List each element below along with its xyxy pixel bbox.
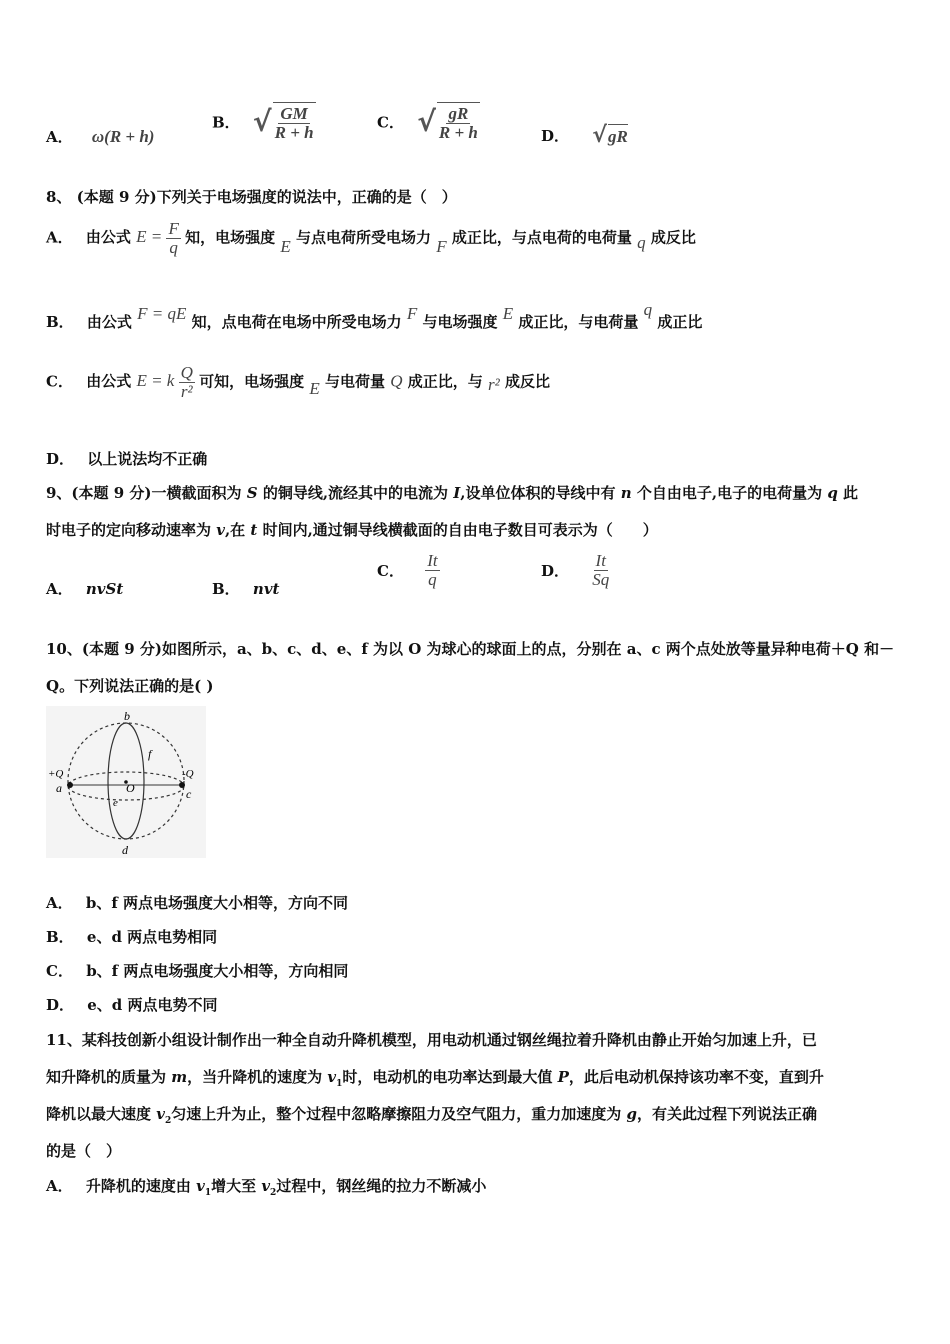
symbol-q: q — [827, 484, 838, 502]
option-value: nvSt — [85, 580, 124, 598]
option-label: D． — [46, 450, 75, 468]
label-b: b — [124, 709, 130, 723]
symbol-v: v — [196, 1177, 205, 1195]
option-text: 由公式 — [86, 372, 132, 391]
option-text: 成反比 — [504, 372, 550, 391]
symbol-m: m — [171, 1068, 188, 1086]
fraction-denominator: R + h — [438, 122, 478, 142]
symbol-e: E — [502, 304, 514, 323]
option-text: b、f 两点电场强度大小相等，方向不同 — [85, 894, 349, 912]
option-text: 过程中，钢丝绳的拉力不断减小 — [276, 1177, 487, 1195]
fraction-numerator: gR — [448, 104, 469, 123]
stem-text: 个自由电子,电子的电荷量为 — [631, 484, 828, 502]
q11-stem-line4: 的是（ ） — [46, 1142, 122, 1160]
option-text: 由公式 — [85, 228, 131, 247]
sqrt-icon: √ — [592, 122, 607, 148]
option-text: 以上说法均不正确 — [87, 450, 208, 468]
q7-option-a[interactable] — [46, 126, 154, 147]
point-c — [179, 782, 185, 788]
option-text: 由公式 — [86, 313, 132, 331]
subscript: 1 — [204, 1188, 212, 1198]
option-label: D． — [541, 561, 570, 580]
symbol-e: E — [280, 237, 291, 257]
subscript: 2 — [164, 1116, 172, 1126]
option-label: A． — [46, 894, 73, 912]
symbol-q: q — [637, 233, 646, 253]
q11-stem-line2 — [46, 1066, 824, 1089]
stem-text: 时，电动机的电功率达到最大值 — [342, 1068, 558, 1086]
option-text: 成反比 — [650, 228, 696, 247]
label-c: c — [186, 787, 192, 801]
q8-option-d[interactable] — [46, 448, 207, 469]
stem-text: ，当升降机的速度为 — [187, 1068, 328, 1086]
symbol-q-charge: Q — [390, 371, 403, 391]
fraction-numerator: GM — [280, 104, 308, 123]
symbol-p: P — [557, 1068, 569, 1086]
label-d: d — [122, 843, 128, 857]
q7-a-expr: ω(R + h) — [91, 127, 155, 146]
symbol-v: v — [216, 521, 225, 539]
option-label: A． — [46, 228, 73, 247]
stem-text: 此 — [837, 484, 859, 502]
q9-option-d[interactable] — [541, 552, 611, 589]
label-plus-q: +Q — [48, 768, 64, 780]
q9-d-fraction — [590, 552, 611, 589]
option-label: B． — [212, 580, 240, 598]
option-label: C． — [377, 561, 404, 580]
formula-f-qe: F = qE — [137, 304, 187, 323]
formula-lhs: E = k — [136, 371, 175, 391]
option-label: C． — [46, 962, 73, 980]
option-label: B． — [46, 928, 74, 946]
symbol-g: g — [626, 1105, 637, 1123]
q9-option-c[interactable] — [377, 552, 440, 589]
option-text: 成正比 — [657, 313, 703, 331]
option-label: A． — [46, 1177, 73, 1195]
formula-lhs: E = — [136, 227, 163, 247]
fraction-denominator: r² — [180, 381, 193, 401]
label-minus-q: -Q — [182, 768, 194, 780]
option-label: C． — [377, 113, 404, 132]
option-label: A． — [46, 128, 73, 146]
option-label: D． — [541, 127, 570, 145]
option-text: 知，电场强度 — [185, 228, 276, 247]
point-a — [67, 782, 73, 788]
q9-option-a[interactable] — [46, 578, 123, 599]
q10-option-a[interactable] — [46, 892, 348, 913]
stem-text: ,在 — [224, 521, 251, 539]
stem-text: 降机以最大速度 — [46, 1105, 157, 1123]
option-text: 成正比，与点电荷的电荷量 — [451, 228, 632, 247]
q10-option-c[interactable] — [46, 960, 348, 981]
label-o: O — [126, 781, 135, 795]
option-text: 知，点电荷在电场中所受电场力 — [191, 313, 402, 331]
q7-option-b[interactable] — [212, 102, 316, 142]
q11-option-a[interactable] — [46, 1175, 486, 1198]
q8-option-b[interactable] — [46, 300, 703, 332]
q11-stem-line1: 11、某科技创新小组设计制作出一种全自动升降机模型，用电动机通过钢丝绳拉着升降机由静止开始匀加速上升，已 — [46, 1031, 817, 1049]
option-label: D． — [46, 996, 75, 1014]
stem-text: ,设单位体积的导线中有 — [460, 484, 621, 502]
stem-text: 时电子的定向移动速率为 — [46, 521, 217, 539]
symbol-q: q — [643, 300, 653, 319]
q9-c-fraction — [425, 552, 439, 589]
q7-option-c[interactable] — [377, 102, 480, 142]
q10-sphere-figure — [46, 706, 206, 858]
option-text: 增大至 — [211, 1177, 262, 1195]
option-text: b、f 两点电场强度大小相等，方向相同 — [86, 962, 349, 980]
subscript: 1 — [336, 1079, 343, 1089]
stem-text: 的铜导线,流经其中的电流为 — [257, 484, 454, 502]
subscript: 2 — [270, 1188, 277, 1198]
symbol-f: F — [406, 304, 418, 323]
q11-stem-line3 — [46, 1103, 817, 1126]
label-a: a — [56, 781, 62, 795]
symbol-v: v — [156, 1105, 165, 1123]
option-text: e、d 两点电势不同 — [87, 996, 218, 1014]
formula-coulomb — [136, 363, 199, 401]
symbol-v: v — [327, 1068, 337, 1086]
radicand: gR — [608, 124, 628, 147]
stem-text: ，有关此过程下列说法正确 — [636, 1105, 817, 1123]
q8-stem: 8、 (本题 9 分)下列关于电场强度的说法中，正确的是（ ） — [46, 188, 457, 206]
option-label: B． — [46, 313, 74, 331]
symbol-i: I — [453, 484, 461, 502]
fraction-numerator: It — [595, 551, 606, 570]
fraction-denominator: q — [428, 569, 437, 589]
option-value: nvt — [252, 580, 280, 598]
fraction-denominator: Sq — [592, 569, 610, 589]
fraction-denominator: q — [169, 237, 178, 257]
option-text: e、d 两点电势相同 — [86, 928, 218, 946]
option-text: 与点电荷所受电场力 — [296, 228, 432, 247]
option-text: 与电荷量 — [325, 372, 386, 391]
q10-stem-line1: 10、(本题 9 分)如图所示，a、b、c、d、e、f 为以 O 为球心的球面上的点，分别在 a、c 两个点处放等量异种电荷＋Q 和－ — [46, 640, 895, 658]
formula-e-f-over-q — [136, 219, 185, 257]
q7-c-sqrt — [417, 102, 480, 142]
fraction-numerator: F — [168, 219, 179, 238]
symbol-f: F — [436, 237, 447, 257]
symbol-e: E — [309, 379, 320, 399]
option-label: B． — [212, 113, 240, 132]
option-label: C． — [46, 372, 73, 391]
q7-option-d[interactable] — [541, 124, 628, 147]
stem-text: ，此后电动机保持该功率不变，直到升 — [568, 1068, 824, 1086]
symbol-r-squared: r² — [488, 375, 500, 395]
q7-d-sqrt — [592, 124, 628, 147]
sqrt-icon: √ — [417, 104, 436, 138]
q9-stem-line2 — [46, 519, 658, 540]
label-e: e — [113, 797, 118, 809]
sqrt-icon: √ — [252, 104, 272, 138]
fraction-numerator: Q — [180, 363, 193, 382]
stem-text: 匀速上升为止，整个过程中忽略摩擦阻力及空气阻力，重力加速度为 — [171, 1105, 627, 1123]
symbol-v: v — [261, 1177, 271, 1195]
stem-text: 时间内,通过铜导线横截面的自由电子数目可表示为（ ） — [257, 521, 658, 539]
q10-option-d[interactable] — [46, 994, 218, 1015]
q9-option-b[interactable] — [212, 578, 279, 599]
option-text: 与电场强度 — [422, 313, 498, 331]
symbol-s: S — [246, 484, 258, 502]
q10-stem-line2: Q。下列说法正确的是( ) — [46, 677, 214, 695]
symbol-t: t — [250, 521, 258, 539]
fraction-denominator: R + h — [274, 122, 314, 142]
fraction-numerator: It — [427, 551, 438, 570]
q8-option-a[interactable] — [46, 220, 696, 257]
q8-option-c[interactable] — [46, 364, 550, 401]
option-label: A． — [46, 580, 73, 598]
option-text: 可知，电场强度 — [199, 372, 305, 391]
q9-stem-line1 — [46, 482, 858, 503]
option-text: 成正比，与电荷量 — [518, 313, 639, 331]
symbol-n: n — [620, 484, 632, 502]
label-f: f — [148, 747, 152, 761]
option-text: 成正比，与 — [407, 372, 483, 391]
option-text: 升降机的速度由 — [85, 1177, 197, 1195]
stem-text: 知升降机的质量为 — [46, 1068, 172, 1086]
q10-option-b[interactable] — [46, 926, 217, 947]
q7-b-sqrt — [253, 102, 316, 142]
stem-text: 9、(本题 9 分)一横截面积为 — [46, 484, 247, 502]
